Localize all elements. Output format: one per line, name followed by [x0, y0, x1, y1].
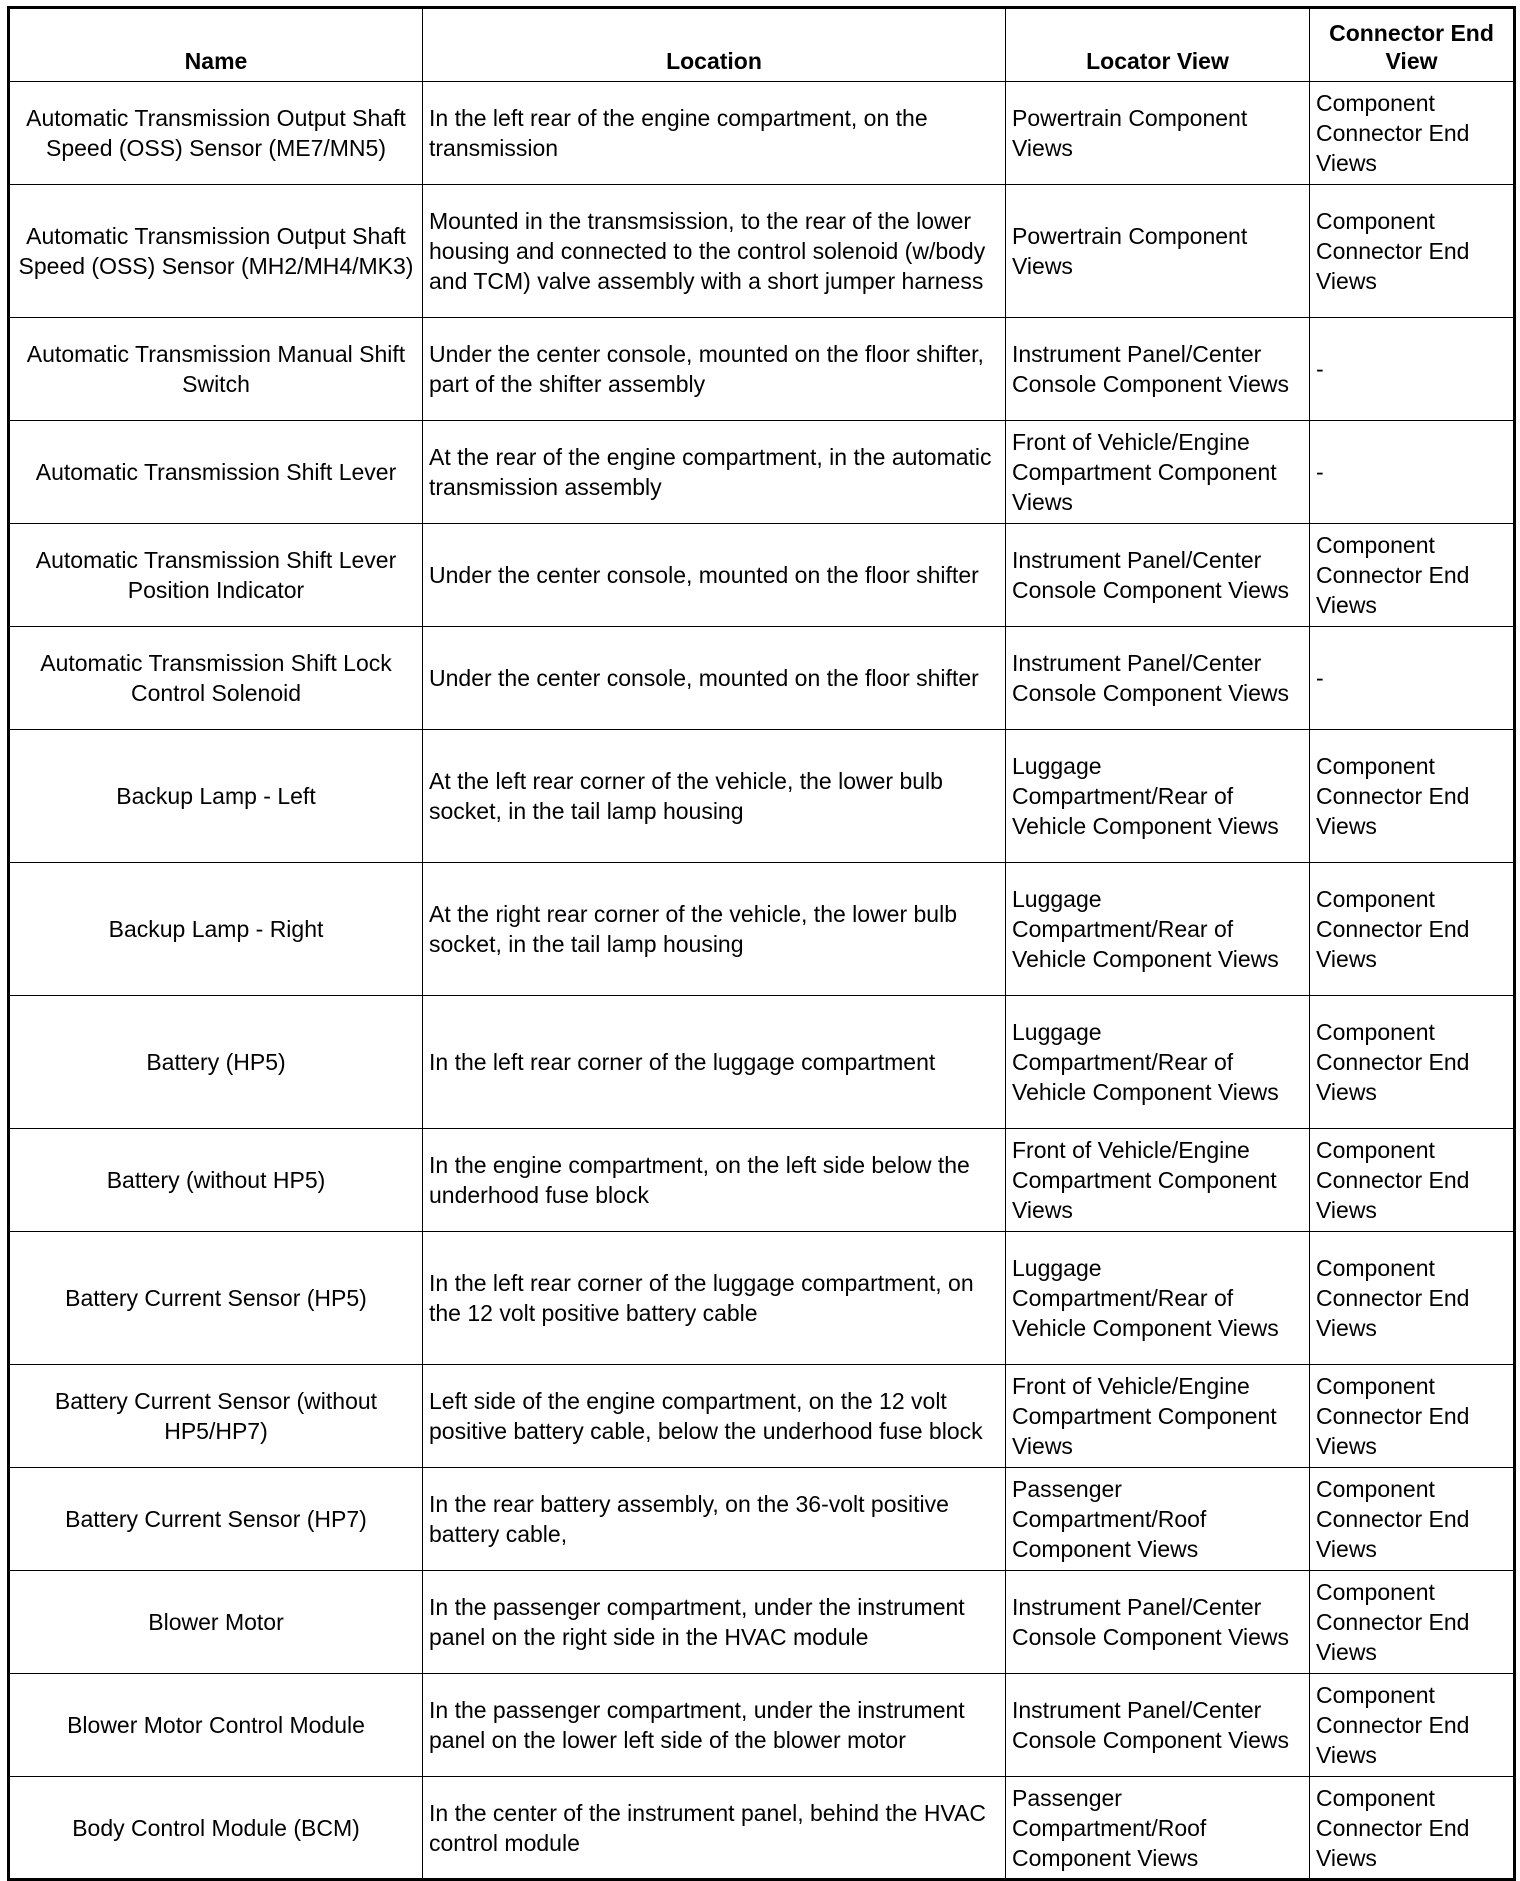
location-cell: At the left rear corner of the vehicle, the lower bulb socket, in the tail lamp housing	[423, 730, 1006, 863]
name-cell: Battery Current Sensor (without HP5/HP7)	[9, 1365, 423, 1468]
location-cell: In the passenger compartment, under the instrument panel on the lower left side of the blower motor	[423, 1674, 1006, 1777]
locator-view-cell: Luggage Compartment/Rear of Vehicle Component Views	[1006, 730, 1310, 863]
location-cell: In the left rear corner of the luggage compartment, on the 12 volt positive battery cable	[423, 1232, 1006, 1365]
component-locator-table	[7, 6, 1516, 1881]
table-row	[9, 863, 1515, 996]
locator-view-cell: Instrument Panel/Center Console Component Views	[1006, 1571, 1310, 1674]
location-cell: In the left rear of the engine compartment, on the transmission	[423, 82, 1006, 185]
name-cell: Backup Lamp - Left	[9, 730, 423, 863]
location-cell: In the rear battery assembly, on the 36-volt positive battery cable,	[423, 1468, 1006, 1571]
locator-view-cell: Instrument Panel/Center Console Component Views	[1006, 318, 1310, 421]
connector-end-view-cell: Component Connector End Views	[1310, 1674, 1515, 1777]
connector-end-view-cell: Component Connector End Views	[1310, 524, 1515, 627]
connector-end-view-cell: Component Connector End Views	[1310, 1777, 1515, 1880]
name-cell: Body Control Module (BCM)	[9, 1777, 423, 1880]
name-cell: Automatic Transmission Shift Lever	[9, 421, 423, 524]
table-row	[9, 1674, 1515, 1777]
table-row	[9, 1129, 1515, 1232]
table-row	[9, 996, 1515, 1129]
locator-view-cell: Front of Vehicle/Engine Compartment Component Views	[1006, 1365, 1310, 1468]
location-cell: In the engine compartment, on the left side below the underhood fuse block	[423, 1129, 1006, 1232]
connector-end-view-cell: -	[1310, 318, 1515, 421]
location-cell: At the right rear corner of the vehicle, the lower bulb socket, in the tail lamp housing	[423, 863, 1006, 996]
location-cell: Mounted in the transmsission, to the rear of the lower housing and connected to the control solenoid (w/body and TCM) valve assembly with a short jumper harness	[423, 185, 1006, 318]
name-cell: Battery (HP5)	[9, 996, 423, 1129]
locator-view-cell: Front of Vehicle/Engine Compartment Component Views	[1006, 1129, 1310, 1232]
location-cell: Left side of the engine compartment, on the 12 volt positive battery cable, below the underhood fuse block	[423, 1365, 1006, 1468]
locator-view-cell: Instrument Panel/Center Console Component Views	[1006, 1674, 1310, 1777]
connector-end-view-cell: Component Connector End Views	[1310, 185, 1515, 318]
name-cell: Blower Motor Control Module	[9, 1674, 423, 1777]
table-row	[9, 524, 1515, 627]
name-cell: Automatic Transmission Output Shaft Speed (OSS) Sensor (ME7/MN5)	[9, 82, 423, 185]
table-row	[9, 1468, 1515, 1571]
name-cell: Automatic Transmission Manual Shift Switch	[9, 318, 423, 421]
connector-end-view-cell: -	[1310, 627, 1515, 730]
name-cell: Battery Current Sensor (HP7)	[9, 1468, 423, 1571]
location-cell: In the center of the instrument panel, behind the HVAC control module	[423, 1777, 1006, 1880]
location-cell: In the passenger compartment, under the instrument panel on the right side in the HVAC module	[423, 1571, 1006, 1674]
locator-view-cell: Passenger Compartment/Roof Component Views	[1006, 1468, 1310, 1571]
locator-view-cell: Passenger Compartment/Roof Component Views	[1006, 1777, 1310, 1880]
name-cell: Blower Motor	[9, 1571, 423, 1674]
location-cell: In the left rear corner of the luggage compartment	[423, 996, 1006, 1129]
location-cell: Under the center console, mounted on the floor shifter	[423, 524, 1006, 627]
connector-end-view-cell: Component Connector End Views	[1310, 1232, 1515, 1365]
header-name: Name	[9, 8, 423, 82]
locator-view-cell: Luggage Compartment/Rear of Vehicle Component Views	[1006, 1232, 1310, 1365]
table-row	[9, 82, 1515, 185]
locator-view-cell: Instrument Panel/Center Console Component Views	[1006, 524, 1310, 627]
connector-end-view-cell: -	[1310, 421, 1515, 524]
table-row	[9, 1777, 1515, 1880]
name-cell: Automatic Transmission Shift Lock Control Solenoid	[9, 627, 423, 730]
table-row	[9, 1365, 1515, 1468]
table-row	[9, 185, 1515, 318]
table-row	[9, 318, 1515, 421]
header-connector-end-view: Connector End View	[1310, 8, 1515, 82]
table-row	[9, 1571, 1515, 1674]
locator-view-cell: Powertrain Component Views	[1006, 185, 1310, 318]
table-row	[9, 421, 1515, 524]
connector-end-view-cell: Component Connector End Views	[1310, 1468, 1515, 1571]
header-location: Location	[423, 8, 1006, 82]
locator-view-cell: Luggage Compartment/Rear of Vehicle Component Views	[1006, 863, 1310, 996]
connector-end-view-cell: Component Connector End Views	[1310, 730, 1515, 863]
table-row	[9, 730, 1515, 863]
connector-end-view-cell: Component Connector End Views	[1310, 1571, 1515, 1674]
location-cell: Under the center console, mounted on the floor shifter, part of the shifter assembly	[423, 318, 1006, 421]
table-row	[9, 627, 1515, 730]
connector-end-view-cell: Component Connector End Views	[1310, 82, 1515, 185]
name-cell: Battery Current Sensor (HP5)	[9, 1232, 423, 1365]
locator-view-cell: Powertrain Component Views	[1006, 82, 1310, 185]
header-row	[9, 8, 1515, 82]
locator-view-cell: Luggage Compartment/Rear of Vehicle Component Views	[1006, 996, 1310, 1129]
header-locator-view: Locator View	[1006, 8, 1310, 82]
name-cell: Backup Lamp - Right	[9, 863, 423, 996]
location-cell: At the rear of the engine compartment, in the automatic transmission assembly	[423, 421, 1006, 524]
connector-end-view-cell: Component Connector End Views	[1310, 1365, 1515, 1468]
connector-end-view-cell: Component Connector End Views	[1310, 996, 1515, 1129]
connector-end-view-cell: Component Connector End Views	[1310, 863, 1515, 996]
name-cell: Automatic Transmission Shift Lever Position Indicator	[9, 524, 423, 627]
location-cell: Under the center console, mounted on the floor shifter	[423, 627, 1006, 730]
name-cell: Battery (without HP5)	[9, 1129, 423, 1232]
table-row	[9, 1232, 1515, 1365]
name-cell: Automatic Transmission Output Shaft Speed (OSS) Sensor (MH2/MH4/MK3)	[9, 185, 423, 318]
locator-view-cell: Instrument Panel/Center Console Component Views	[1006, 627, 1310, 730]
connector-end-view-cell: Component Connector End Views	[1310, 1129, 1515, 1232]
locator-view-cell: Front of Vehicle/Engine Compartment Component Views	[1006, 421, 1310, 524]
